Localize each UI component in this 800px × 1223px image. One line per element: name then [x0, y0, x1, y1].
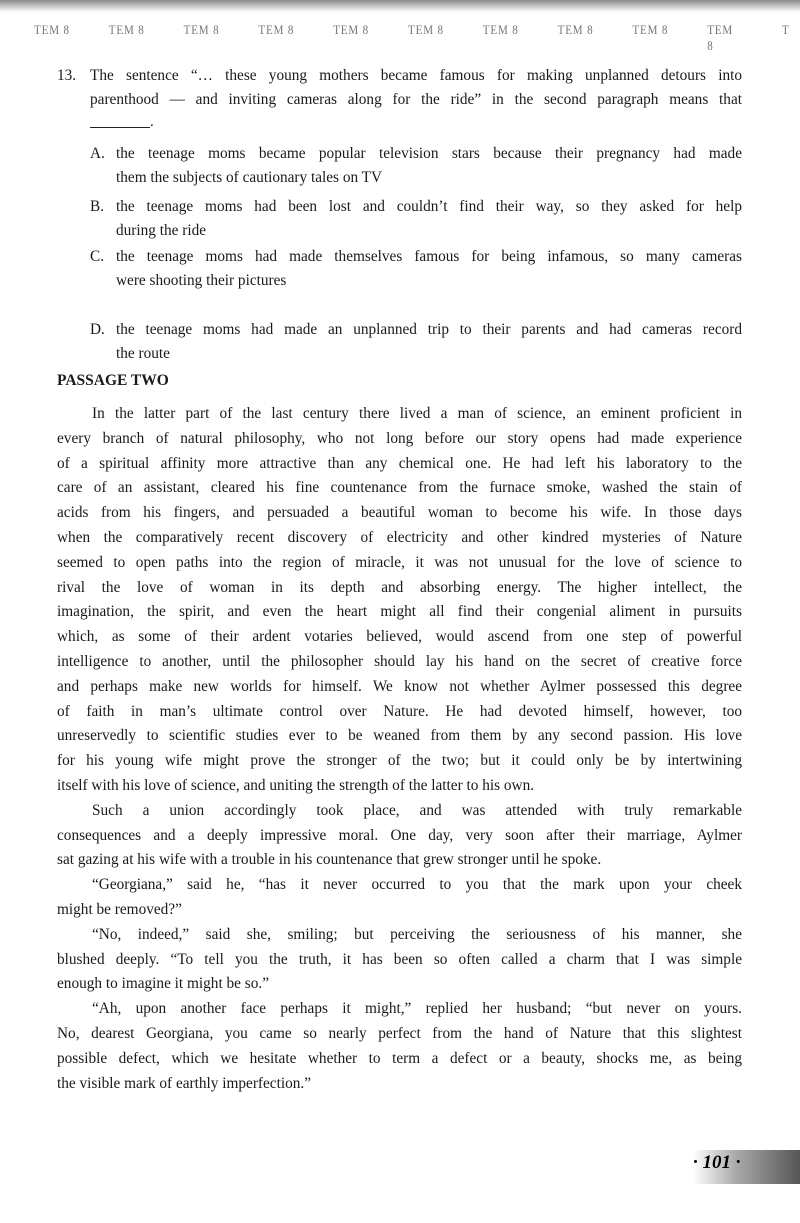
paragraph-line: unreservedly to scientific studies ever to be weaned from them by any second passion. His love [57, 727, 742, 745]
paragraph-line: “Ah, upon another face perhaps it might,” replied her husband; “but never on yours. [92, 1000, 742, 1018]
answer-blank [90, 127, 150, 128]
option-line: the teenage moms had been lost and couldn’t find their way, so they asked for help [116, 198, 742, 215]
paragraph-line: and perhaps make new worlds for himself. We know not whether Aylmer possessed this degree [57, 677, 742, 695]
paragraph-line: blushed deeply. “To tell you the truth, it has been so often called a charm that I was simple [57, 950, 742, 968]
option-letter: B. [90, 198, 105, 215]
paragraph-line: the visible mark of earthly imperfection.” [57, 1074, 312, 1092]
paragraph-line: sat gazing at his wife with a trouble in his countenance that grew stronger until he spoke. [57, 851, 602, 869]
question-number: 13. [57, 67, 77, 84]
header-label: TEM 8 [258, 22, 295, 37]
paragraph-line: itself with his love of science, and uniting the strength of the latter to his own. [57, 777, 535, 794]
paragraph-line: seemed to open paths into the region of miracle, it was not unusual for the love of science to [57, 553, 742, 571]
paragraph-line: when the comparatively recent discovery of electricity and other kindred mysteries of Nature [57, 529, 742, 546]
paragraph-line: might be removed?” [57, 901, 182, 918]
paragraph-line: rival the love of woman in its depth and absorbing energy. The higher intellect, the [57, 578, 742, 596]
header-label: TEM 8 [632, 22, 669, 37]
paragraph-line: care of an assistant, cleared his fine countenance from the furnace smoke, washed the stain of [57, 479, 742, 497]
paragraph-line: acids from his fingers, and persuaded a beautiful woman to become his wife. In those days [57, 504, 742, 522]
paragraph-line: Such a union accordingly took place, and was attended with truly remarkable [92, 801, 742, 819]
header-label: TEM 8 [707, 22, 734, 53]
blank-period: . [150, 114, 154, 130]
paragraph-line: of faith in man’s ultimate control over Nature. He had devoted himself, however, too [57, 702, 742, 720]
paragraph-line: possible defect, which we hesitate whether to term a defect or a beauty, shocks me, as being [57, 1049, 742, 1067]
header-label: TEM 8 [108, 22, 145, 37]
paragraph-line: of a spiritual affinity more attractive than any chemical one. He had left his laboratory to the [57, 454, 742, 472]
paragraph-line: intelligence to another, until the philosopher should lay his hand on the secret of creative force [57, 653, 742, 670]
option-line: the teenage moms had made an unplanned trip to their parents and had cameras record [116, 321, 742, 338]
paragraph-line: which, as some of their ardent votaries believed, would ascend from one step of powerful [57, 628, 742, 646]
page-number: · 101 · [693, 1152, 741, 1173]
paragraph-line: consequences and a deeply impressive moral. One day, very soon after their marriage, Aylmer [57, 826, 742, 844]
running-header [0, 22, 790, 53]
question-line: The sentence “… these young mothers became famous for making unplanned detours into [90, 67, 742, 84]
header-label: TEM 8 [34, 22, 70, 37]
paragraph-line: every branch of natural philosophy, who not long before our story opens had made experience [57, 429, 742, 447]
option-line: the teenage moms had made themselves famous for being infamous, so many cameras [116, 248, 742, 265]
option-line: the teenage moms became popular television stars because their pregnancy had made [116, 145, 742, 162]
paragraph-line: “No, indeed,” said she, smiling; but perceiving the seriousness of his manner, she [92, 925, 742, 943]
option-line: the route [116, 345, 170, 362]
header-label: T [782, 22, 790, 37]
option-line: were shooting their pictures [116, 272, 287, 289]
header-label: TEM 8 [333, 22, 370, 37]
paragraph-line: “Georgiana,” said he, “has it never occurred to you that the mark upon your cheek [92, 876, 742, 894]
paragraph-line: for his young wife might prove the stronger of the two; but it could only be by intertwining [57, 752, 742, 770]
header-label: TEM 8 [482, 22, 519, 37]
option-letter: D. [90, 321, 105, 338]
header-label: TEM 8 [408, 22, 444, 37]
paragraph-line: No, dearest Georgiana, you came so nearly perfect from the hand of Nature that this slightest [57, 1025, 742, 1042]
header-label: TEM 8 [183, 22, 220, 37]
option-line: during the ride [116, 222, 207, 239]
scan-top-band [0, 0, 800, 12]
paragraph-line: imagination, the spirit, and even the heart might all find their congenial aliment in pursuits [57, 603, 742, 621]
option-letter: C. [90, 248, 105, 265]
option-letter: A. [90, 145, 105, 162]
paragraph-line: enough to imagine it might be so.” [57, 975, 269, 993]
header-label: TEM 8 [557, 22, 594, 37]
question-line: parenthood — and inviting cameras along for the ride” in the second paragraph means that [90, 91, 742, 108]
passage-heading: PASSAGE TWO [57, 372, 169, 389]
paragraph-line: In the latter part of the last century there lived a man of science, an eminent proficient in [92, 405, 742, 422]
option-line: them the subjects of cautionary tales on TV [116, 169, 383, 186]
